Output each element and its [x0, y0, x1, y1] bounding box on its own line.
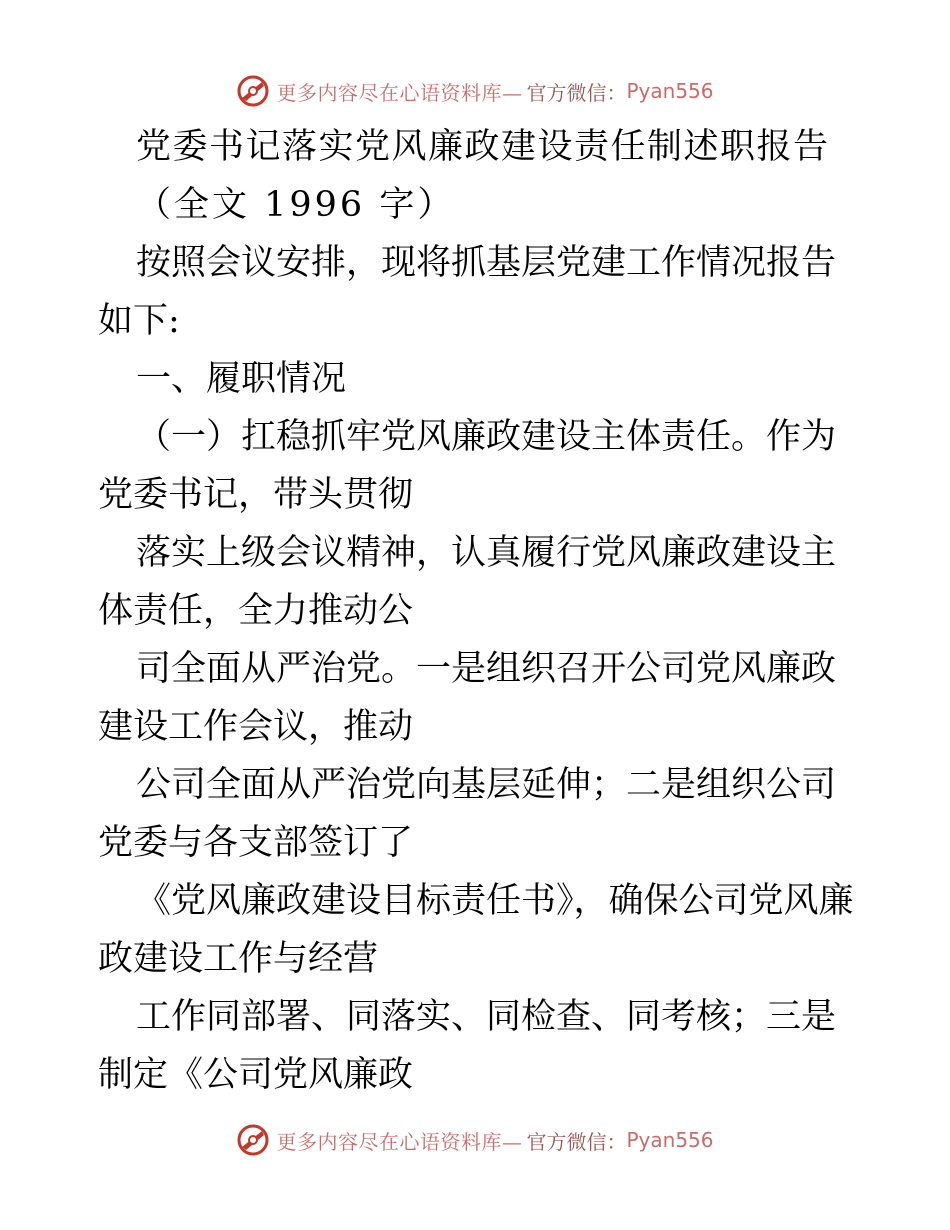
wechat-label: 官方微信： [526, 1129, 627, 1154]
document-subtitle: （全文 1996 字） [136, 185, 456, 225]
watermark-text: 更多内容尽在心语资料库— [276, 80, 523, 105]
wechat-label: 官方微信： [526, 80, 627, 105]
watermark-text: 更多内容尽在心语资料库— [276, 1129, 523, 1154]
logo-icon [236, 1123, 270, 1157]
paragraph: 公司全面从严治党向基层延伸；二是组织公司党委与各支部签订了 [98, 765, 837, 863]
paragraph: 《党风廉政建设目标责任书》，确保公司党风廉政建设工作与经营 [98, 881, 854, 979]
document-title: 党委书记落实党风廉政建设责任制述职报告 [136, 127, 830, 167]
paragraph: 工作同部署、同落实、同检查、同考核；三是制定《公司党风廉政 [98, 997, 837, 1095]
paragraph: 按照会议安排，现将抓基层党建工作情况报告如下: [98, 243, 837, 341]
paragraph: （一）扛稳抓牢党风廉政建设主体责任。作为党委书记，带头贯彻 [98, 417, 837, 515]
logo-icon [236, 74, 270, 108]
section-heading: 一、履职情况 [136, 359, 347, 399]
wechat-id: Pyan556 [626, 79, 714, 103]
footer-watermark [0, 1120, 950, 1160]
paragraph: 司全面从严治党。一是组织召开公司党风廉政建设工作会议，推动 [98, 649, 837, 747]
header-watermark [0, 71, 950, 111]
document-body [98, 118, 858, 1104]
paragraph: 落实上级会议精神，认真履行党风廉政建设主体责任，全力推动公 [98, 533, 837, 631]
wechat-id: Pyan556 [626, 1128, 714, 1152]
